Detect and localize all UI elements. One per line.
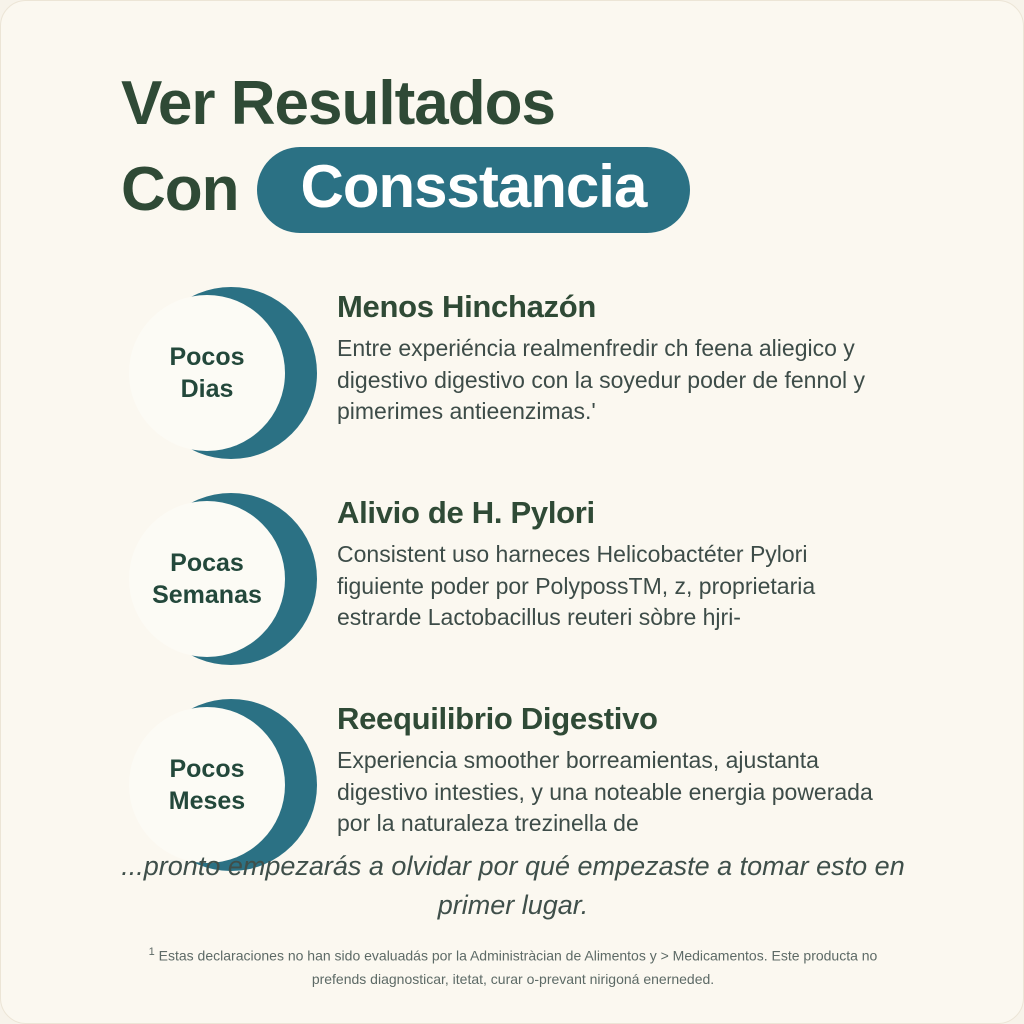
headline-line-1: Ver Resultados [121, 69, 555, 138]
disclaimer [129, 943, 897, 991]
timeline-item-title: Reequilibrio Digestivo [337, 701, 658, 736]
headline-line-2 [121, 147, 921, 233]
timeline-item-title: Alivio de H. Pylori [337, 495, 595, 530]
timeline-item-title: Menos Hinchazón [337, 289, 597, 324]
timeline-item-body [321, 695, 921, 840]
timeline-list [121, 283, 921, 901]
timeline-item-description: Entre experiéncia realmenfredir ch feena aliegico y digestivo digestivo con la soyedur poder de fennol y pimerimes antieenzimas.' [337, 335, 866, 425]
headline-block [121, 69, 921, 233]
timeline-item [121, 489, 921, 665]
headline-pill-highlight: Consstancia [257, 147, 691, 233]
timeline-badge [121, 283, 321, 459]
badge-label-line-2: Semanas [152, 581, 262, 609]
badge-label [129, 707, 285, 863]
timeline-badge [121, 489, 321, 665]
timeline-badge [121, 695, 321, 871]
badge-label-line-2: Dias [180, 375, 234, 403]
badge-label-line-1: Pocas [170, 549, 244, 577]
badge-label-line-2: Meses [168, 787, 246, 815]
timeline-item-body [321, 489, 921, 634]
badge-label-line-1: Pocos [169, 343, 245, 371]
tagline: ...pronto empezarás a olvidar por qué empezaste a tomar esto en primer lugar. [121, 851, 905, 921]
headline-line-2-prefix: Con [121, 155, 239, 224]
timeline-item-body [321, 283, 921, 428]
badge-label [129, 295, 285, 451]
timeline-item-description: Experiencia smoother borreamientas, ajustanta digestivo intesties, y una noteable energia powerada por la naturaleza trezinella de [337, 747, 873, 837]
disclaimer-marker: 1 [148, 946, 155, 958]
disclaimer-text: Estas declaraciones no han sido evaluadás por la Administràcian de Alimentos y > Medicamentos. Este producta no prefends diagnosticar, itetat, curar o-prevant nirigoná enerneded. [158, 947, 878, 987]
badge-label-line-1: Pocos [169, 755, 245, 783]
timeline-item [121, 695, 921, 871]
timeline-item [121, 283, 921, 459]
badge-label [129, 501, 285, 657]
timeline-item-description: Consistent uso harneces Helicobactéter Pylori figuiente poder por PolypossTM, z, proprietaria estrarde Lactobacillus reuteri sòbre hjri- [337, 541, 816, 631]
